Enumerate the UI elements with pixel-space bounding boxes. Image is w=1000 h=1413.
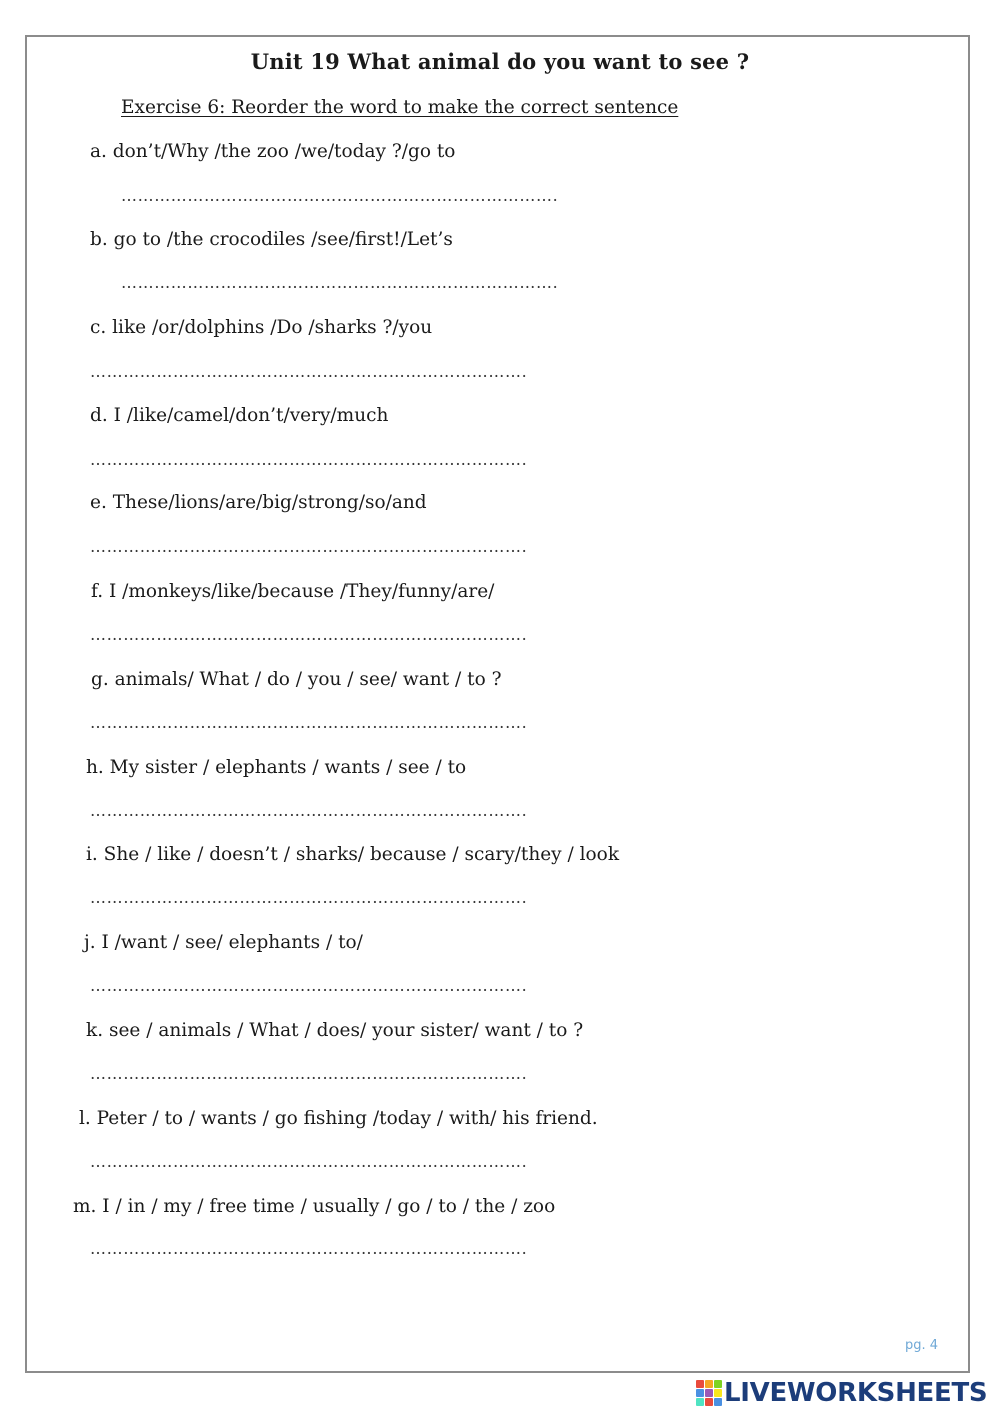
page-number: pg. 4 — [905, 1338, 939, 1353]
liveworksheets-brand[interactable] — [696, 1376, 996, 1410]
exercise-item: a. don’t/Why /the zoo /we/today ?/go to — [90, 141, 456, 162]
answer-blank-line[interactable]: ……………………………………………………………………. — [90, 713, 528, 732]
answer-blank-line[interactable]: ……………………………………………………………………. — [90, 976, 528, 995]
exercise-item: d. I /like/camel/don’t/very/much — [90, 405, 389, 426]
answer-blank-line[interactable]: ……………………………………………………………………. — [90, 1152, 528, 1171]
liveworksheets-logo-icon — [696, 1380, 722, 1406]
exercise-item: g. animals/ What / do / you / see/ want / to ? — [91, 669, 502, 690]
answer-blank-line[interactable]: ……………………………………………………………………. — [90, 1064, 528, 1083]
exercise-item: l. Peter / to / wants / go fishing /today / with/ his friend. — [79, 1108, 598, 1129]
exercise-item: i. She / like / doesn’t / sharks/ because / scary/they / look — [86, 844, 620, 865]
answer-blank-line[interactable]: ……………………………………………………………………. — [90, 888, 528, 907]
exercise-item: e. These/lions/are/big/strong/so/and — [90, 492, 427, 513]
answer-blank-line[interactable]: ……………………………………………………………………. — [121, 186, 559, 205]
exercise-item: b. go to /the crocodiles /see/first!/Let’s — [90, 229, 453, 250]
exercise-item: j. I /want / see/ elephants / to/ — [84, 932, 363, 953]
worksheet-title: Unit 19 What animal do you want to see ? — [250, 49, 750, 74]
brand-name: LIVEWORKSHEETS — [724, 1378, 988, 1408]
answer-blank-line[interactable]: ……………………………………………………………………. — [90, 625, 528, 644]
exercise-item: f. I /monkeys/like/because /They/funny/are/ — [91, 581, 495, 602]
answer-blank-line[interactable]: ……………………………………………………………………. — [90, 1239, 528, 1258]
exercise-item: h. My sister / elephants / wants / see / to — [86, 757, 467, 778]
answer-blank-line[interactable]: ……………………………………………………………………. — [90, 450, 528, 469]
answer-blank-line[interactable]: ……………………………………………………………………. — [121, 273, 559, 292]
exercise-instruction: Exercise 6: Reorder the word to make the correct sentence — [121, 97, 679, 118]
answer-blank-line[interactable]: ……………………………………………………………………. — [90, 801, 528, 820]
exercise-item: k. see / animals / What / does/ your sister/ want / to ? — [86, 1020, 584, 1041]
answer-blank-line[interactable]: ……………………………………………………………………. — [90, 362, 528, 381]
exercise-item: c. like /or/dolphins /Do /sharks ?/you — [90, 317, 433, 338]
answer-blank-line[interactable]: ……………………………………………………………………. — [90, 537, 528, 556]
exercise-item: m. I / in / my / free time / usually / go / to / the / zoo — [73, 1196, 556, 1217]
